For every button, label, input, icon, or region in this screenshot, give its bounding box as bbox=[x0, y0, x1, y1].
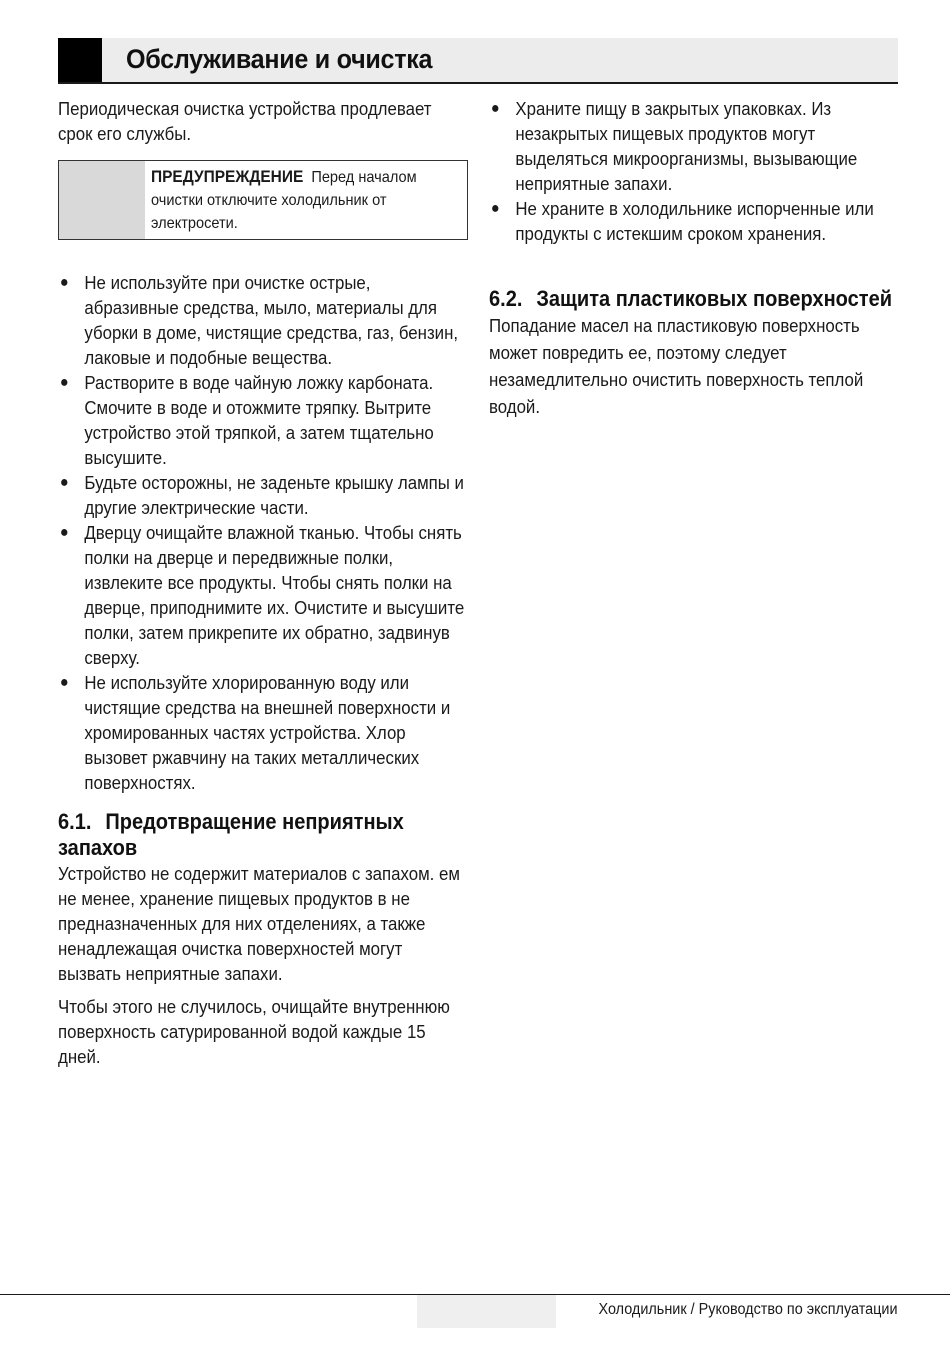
warning-text-block bbox=[151, 165, 470, 235]
storage-bullet-list bbox=[489, 96, 901, 246]
section-heading bbox=[489, 286, 901, 312]
bullet-icon: ● bbox=[59, 674, 69, 691]
left-column bbox=[58, 96, 468, 1083]
section-title: Предотвращение неприятных запахов bbox=[58, 809, 404, 860]
section-paragraph: Попадание масел на пластиковую поверхность может повредить ее, поэтому следует незамедлительно очистить поверхность теплой водой. bbox=[489, 315, 864, 417]
page-title: Обслуживание и очистка bbox=[126, 44, 433, 74]
bullet-icon: ● bbox=[490, 200, 500, 217]
bullet-icon: ● bbox=[59, 274, 69, 291]
list-item: ● Растворите в воде чайную ложку карбоната. Смочите в воде и отожмите тряпку. Вытрите устройство этой тряпкой, а затем тщательно высушите. bbox=[59, 372, 434, 468]
warning-text: Перед началом очистки отключите холодильник от электросети. bbox=[151, 169, 417, 232]
section-number: 6.2. bbox=[489, 286, 523, 311]
section-6-2 bbox=[489, 286, 901, 420]
list-item: ● Не храните в холодильнике испорченные или продукты с истекшим сроком хранения. bbox=[490, 198, 874, 244]
list-item: ● Не используйте при очистке острые, абразивные средства, мыло, материалы для уборки в доме, чистящие средства, газ, бензин, лаковые и подобные вещества. bbox=[59, 272, 459, 368]
section-heading bbox=[58, 809, 468, 861]
warning-icon bbox=[59, 161, 145, 239]
intro-paragraph: Периодическая очистка устройства продлевает срок его службы. bbox=[58, 98, 432, 144]
section-paragraph: Чтобы этого не случилось, очищайте внутреннюю поверхность сатурированной водой каждые 15 дней. bbox=[58, 996, 450, 1067]
list-item: ● Храните пищу в закрытых упаковках. Из незакрытых пищевых продуктов могут выделяться микроорганизмы, вызывающие неприятные запахи. bbox=[490, 98, 858, 194]
bullet-icon: ● bbox=[490, 100, 500, 117]
footer-text: Холодильник / Руководство по эксплуатации bbox=[598, 1301, 898, 1318]
section-6-1 bbox=[58, 809, 468, 1069]
section-title: Защита пластиковых поверхностей bbox=[536, 286, 893, 311]
bullet-icon: ● bbox=[59, 524, 69, 541]
right-column bbox=[489, 96, 901, 434]
header-black-block bbox=[58, 38, 102, 82]
section-header bbox=[58, 38, 898, 84]
section-paragraph: Устройство не содержит материалов с запахом. ем не менее, хранение пищевых продуктов в не предназначенных для них отделениях, а также ненадлежащая очистка поверхностей могут вызвать неприятные запахи. bbox=[58, 863, 460, 984]
warning-title: ПРЕДУПРЕЖДЕНИЕ bbox=[151, 167, 304, 186]
warning-box bbox=[58, 160, 468, 240]
page-number-box bbox=[417, 1295, 556, 1328]
list-item: ● Дверцу очищайте влажной тканью. Чтобы снять полки на дверце и передвижные полки, извлеките все продукты. Чтобы снять полки на дверце, приподнимите их. Очистите и высушите полки, затем прикрепите их обратно, задвинув сверху. bbox=[59, 522, 465, 668]
cleaning-bullet-list bbox=[58, 270, 468, 795]
section-number: 6.1. bbox=[58, 809, 92, 834]
bullet-icon: ● bbox=[59, 474, 69, 491]
list-item: ● Не используйте хлорированную воду или чистящие средства на внешней поверхности и хромированных частях устройства. Хлор вызовет ржавчину на таких металлических поверхностях. bbox=[59, 672, 451, 793]
list-item: ● Будьте осторожны, не заденьте крышку лампы и другие электрические части. bbox=[59, 472, 464, 518]
bullet-icon: ● bbox=[59, 374, 69, 391]
